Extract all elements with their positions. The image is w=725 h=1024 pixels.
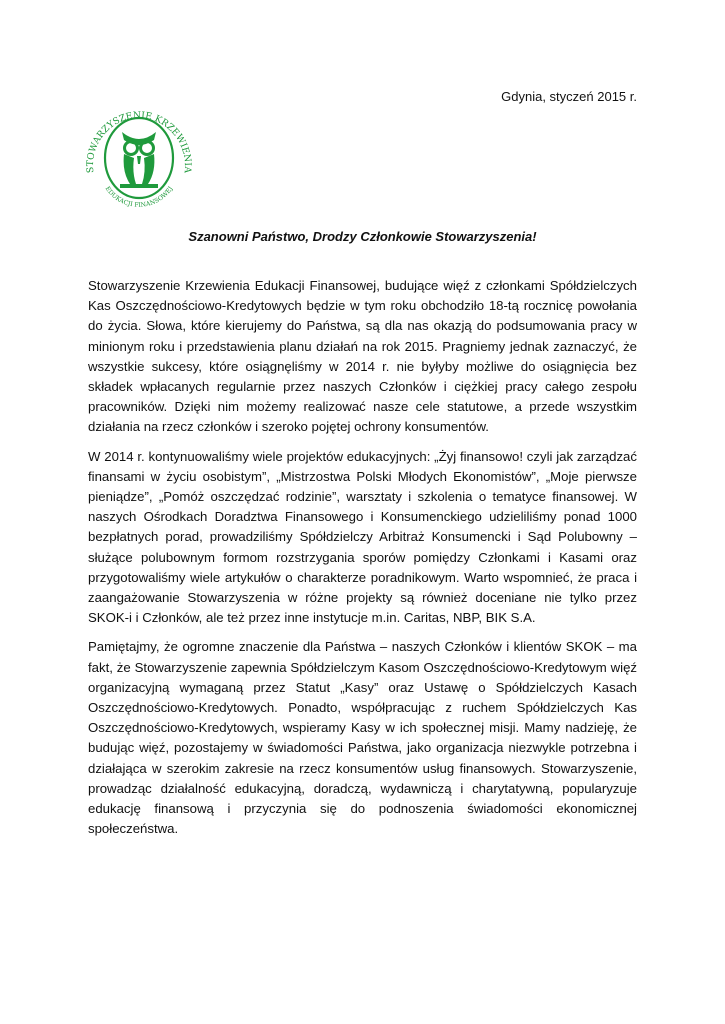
paragraph: Pamiętajmy, że ogromne znaczenie dla Państwa – naszych Członków i klientów SKOK – ma fakt, że Stowarzyszenie zapewnia Spółdzielczym Kasom Oszczędnościowo-Kredytowym więź organizacyjną wymaganą przez Statut „Kasy” oraz Ustawę o Spółdzielczych Kasach Oszczędnościowo-Kredytowych. Ponadto, współpracując z ruchem Spółdzielczych Kas Oszczędnościowo-Kredytowych, wspieramy Kasy w ich społecznej misji. Mamy nadzieję, że budując więź, pozostajemy w świadomości Państwa, jako organizacja niezwykle potrzebna i działająca w szerokim zakresie na rzecz konsumentów usług finansowych. Stowarzyszenie, prowadząc działalność edukacyjną, doradczą, wydawniczą i charytatywną, popularyzuje edukację finansową i przyczynia się do podnoszenia świadomości ekonomicznej społeczeństwa. — [88, 639, 637, 837]
organization-logo — [80, 96, 198, 218]
letter-salutation: Szanowni Państwo, Drodzy Członkowie Stowarzyszenia! — [188, 229, 537, 244]
owl-emblem-icon — [80, 96, 198, 218]
letter-date: Gdynia, styczeń 2015 r. — [501, 89, 637, 104]
logo-text-bottom: EDUKACJI FINANSOWEJ — [103, 185, 175, 209]
logo-text-top: STOWARZYSZENIE KRZEWIENIA — [84, 109, 194, 174]
paragraph: W 2014 r. kontynuowaliśmy wiele projektów edukacyjnych: „Żyj finansowo! czyli jak zarządzać finansami w życiu osobistym”, „Mistrzostwa Polski Młodych Ekonomistów”, „Moje pierwsze pieniądze”, „Pomóż oszczędzać rodzinie”, warsztaty i szkolenia o tematyce finansowej. W naszych Ośrodkach Doradztwa Finansowego i Konsumenckiego udzieliliśmy ponad 1000 bezpłatnych porad, prowadziliśmy Spółdzielczy Arbitraż Konsumencki i Sąd Polubowny – służące polubownym formom rozstrzygania sporów pomiędzy Członkami i Kasami oraz przygotowaliśmy wiele artykułów o charakterze poradnikowym. Warto wspomnieć, że praca i zaangażowanie Stowarzyszenia w różne projekty są również doceniane nie tylko przez SKOK-i i Członków, ale też przez inne instytucje m.in. Caritas, NBP, BIK S.A. — [88, 448, 637, 626]
paragraph: Stowarzyszenie Krzewienia Edukacji Finansowej, budujące więź z członkami Spółdzielczych Kas Oszczędnościowo-Kredytowych będzie w tym roku obchodziło 18-tą rocznicę powołania do życia. Słowa, które kierujemy do Państwa, są dla nas okazją do podsumowania pracy w minionym roku i przedstawienia planu działań na rok 2015. Pragniemy jednak zaznaczyć, że wszystkie sukcesy, które osiągnęliśmy w 2014 r. nie byłyby możliwe do osiągnięcia bez składek wpłacanych regularnie przez naszych Członków i ciężkiej pracy całego zespołu pracowników. Dzięki nim możemy realizować nasze cele statutowe, a przede wszystkim działania na rzecz członków i szeroko pojętej ochrony konsumentów. — [88, 278, 637, 435]
letter-body — [88, 276, 637, 848]
